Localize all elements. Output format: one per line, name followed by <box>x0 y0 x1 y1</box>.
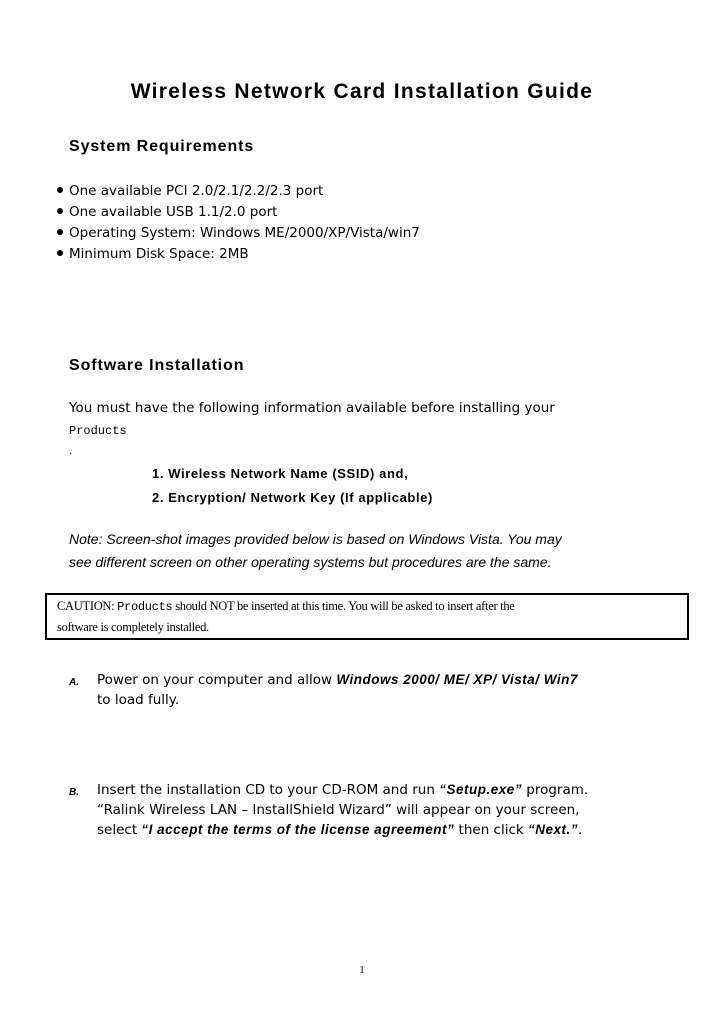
step-label: B. <box>69 787 79 798</box>
software-installation-heading: Software Installation <box>69 357 245 374</box>
intro-product: Products <box>69 424 127 438</box>
os-emphasis: Windows 2000/ ME/ XP/ Vista/ Win7 <box>336 672 578 687</box>
page-number: 1 <box>359 964 365 976</box>
bullet-icon <box>57 208 63 214</box>
required-info-item: 2. Encryption/ Network Key (If applicable) <box>152 490 433 505</box>
page-title: Wireless Network Card Installation Guide <box>130 80 594 103</box>
requirement-item: Operating System: Windows ME/2000/XP/Vista/win7 <box>57 223 420 244</box>
setup-exe-emphasis: “Setup.exe” <box>439 782 522 797</box>
caution-product: Products <box>117 600 173 614</box>
bullet-icon <box>57 187 63 193</box>
required-info-list <box>152 462 433 510</box>
requirement-item: One available USB 1.1/2.0 port <box>57 202 420 223</box>
intro-text: You must have the following information available before installing your <box>69 400 555 416</box>
system-requirements-list <box>57 181 420 265</box>
bullet-icon <box>57 229 63 235</box>
required-info-item: 1. Wireless Network Name (SSID) and, <box>152 466 409 481</box>
requirement-item: One available PCI 2.0/2.1/2.2/2.3 port <box>57 181 420 202</box>
note-text: Note: Screen-shot images provided below is based on Windows Vista. You may see different screen on other operating systems but procedures are the same. <box>69 531 562 570</box>
license-emphasis: “I accept the terms of the license agreement” <box>141 822 455 837</box>
step-label: A. <box>69 677 79 688</box>
requirement-item: Minimum Disk Space: 2MB <box>57 244 420 265</box>
system-requirements-heading: System Requirements <box>69 138 255 155</box>
step-a: A. Power on your computer and allow Windows 2000/ ME/ XP/ Vista/ Win7 to load fully. <box>69 672 578 708</box>
caution-box: CAUTION: Products should NOT be inserted at this time. You will be asked to insert after the software is completely installed. <box>45 593 689 640</box>
step-b: B. Insert the installation CD to your CD-ROM and run “Setup.exe” program. “Ralink Wireless LAN – InstallShield Wizard” will appear on your screen, select “I accept the terms of the license agreement” then click “Next.”. <box>69 782 589 838</box>
bullet-icon <box>57 250 63 256</box>
next-emphasis: “Next.” <box>528 822 579 837</box>
intro-period: . <box>69 444 73 457</box>
